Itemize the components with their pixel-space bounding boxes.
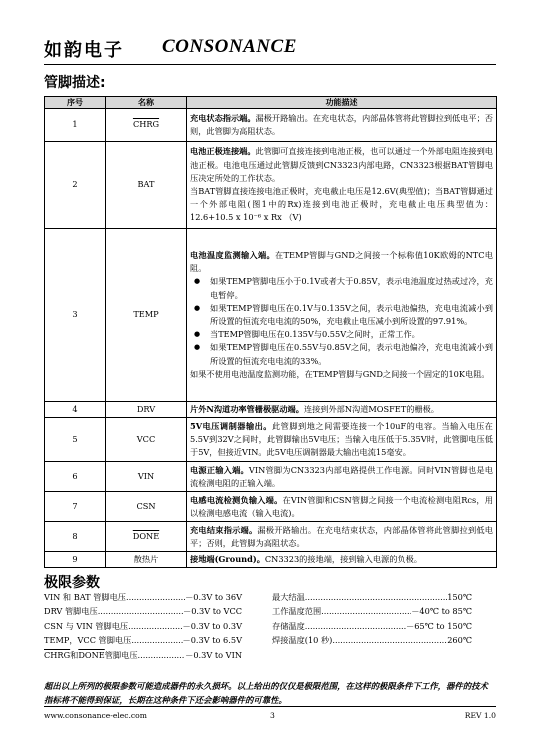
- table-row: [45, 462, 497, 492]
- header-name: 名称: [106, 97, 187, 109]
- page-number: 3: [270, 711, 275, 720]
- limits-right-column: [272, 590, 472, 648]
- revision: REV 1.0: [464, 711, 496, 720]
- table-row: [45, 552, 497, 568]
- pin-description: 电源正输入端。VIN管脚为CN3323内部电路提供工作电源。同时VIN管脚也是电流检测电阻的正输入端。: [187, 462, 497, 492]
- table-row: [45, 109, 497, 142]
- pin-name: DONE: [132, 531, 160, 542]
- warning-note: 超出以上所列的极限参数可能造成器件的永久损坏。以上给出的仅仅是极限范围，在这样的极限条件下工作，器件的技术指标将不能得到保证，长期在这种条件下还会影响器件的可靠性。: [44, 681, 488, 705]
- header-num: 序号: [45, 97, 106, 109]
- pin-description: 5V电压调制器输出。此管脚到地之间需要连接一个10uF的电容。当输入电压在5.5V到32V之间时，此管脚输出5V电压；当输入电压低于5.35V时，此管脚电压低于5V，但接近VIN。此5V电压调制器最大输出电流15毫安。: [187, 418, 497, 462]
- limits-left-column: [44, 590, 242, 662]
- pin-name: 散热片: [106, 552, 187, 568]
- table-row: [45, 418, 497, 462]
- pin-number: 4: [45, 402, 106, 418]
- limit-row: 最大结温 ..... 150℃: [272, 590, 472, 604]
- pin-number: 5: [45, 418, 106, 462]
- pin-name: CSN: [106, 492, 187, 522]
- pin-description: 电感电流检测负输入端。在VIN管脚和CSN管脚之间接一个电流检测电阻Rcs，用以检测电感电流（输入电流)。: [187, 492, 497, 522]
- pin-number: 6: [45, 462, 106, 492]
- limit-row: CSN 与 VIN 管脚电压 ..... －0.3V to 0.3V: [44, 619, 242, 633]
- pin-name: CHRG: [132, 119, 160, 130]
- bullet-item: ● 如果TEMP管脚电压在0.1V与0.135V之间，表示电池偏热，充电电流减小到所设置的恒流充电电流的50%，充电截止电压减小到所设置的97.91%。: [190, 302, 493, 328]
- pin-name: VIN: [106, 462, 187, 492]
- brand-english: CONSONANCE: [162, 36, 297, 57]
- table-row: [45, 492, 497, 522]
- table-row: [45, 522, 497, 552]
- table-row: [45, 402, 497, 418]
- pin-name: TEMP: [106, 229, 187, 402]
- pin-description: 充电结束指示端。漏极开路输出。在充电结束状态，内部晶体管将此管脚拉到低电平；否则，此管脚为高阻状态。: [187, 522, 497, 552]
- pin-description: 接地端(Ground)。CN3323的接地端，接到输入电源的负极。: [187, 552, 497, 568]
- pin-number: 2: [45, 142, 106, 229]
- pin-number: 7: [45, 492, 106, 522]
- bullet-item: ● 如果TEMP管脚电压在0.55V与0.85V之间，表示电池偏冷，充电电流减小到所设置的恒流充电电流的33%。: [190, 341, 493, 367]
- limit-row: CHRG和DONE管脚电压 ..... －0.3V to VIN: [44, 648, 242, 662]
- page-footer: [44, 706, 496, 720]
- pin-number: 3: [45, 229, 106, 402]
- pin-description: 充电状态指示端。漏极开路输出。在充电状态，内部晶体管将此管脚拉到低电平；否则，此管脚为高阻状态。: [187, 109, 497, 142]
- limit-row: 焊接温度(10 秒) ..... 260℃: [272, 633, 472, 647]
- pin-description: 片外N沟道功率管栅极驱动端。连接到外部N沟道MOSFET的栅极。: [187, 402, 497, 418]
- table-row: [45, 142, 497, 229]
- pin-description: 电池温度监测输入端。在TEMP管脚与GND之间接一个标称值10K欧姆的NTC电阻。 ● 如果TEMP管脚电压小于0.1V或者大于0.85V，表示电池温度过热或过冷，充电暂停。 ● 如果TEMP管脚电压在0.1V与0.135V之间，表示电池偏热，充电电流减小到所设置的恒流充电电流的50%，充电截止电压减小到所设置的97.91%。 ● 当TEMP管脚电压在0.135V与0.55V之间时，正常工作。 ● 如果TEMP管脚电压在0.55V与0.85V之间，表示电池偏冷，充电电流减小到所设置的恒流充电电流的33%。 如果不使用电池温度监测功能，在TEMP管脚与GND之间接一个固定的10K电阻。: [187, 229, 497, 402]
- limit-row: TEMP，VCC 管脚电压 ..... －0.3V to 6.5V: [44, 633, 242, 647]
- table-row: [45, 229, 497, 402]
- limit-row: 工作温度范围 ..... －40℃ to 85℃: [272, 604, 472, 618]
- brand-chinese: 如韵电子: [44, 40, 124, 61]
- pin-table: [44, 96, 497, 568]
- pin-name: DRV: [106, 402, 187, 418]
- limits-section-title: 极限参数: [44, 575, 100, 591]
- pin-name: BAT: [106, 142, 187, 229]
- page-header: [44, 34, 496, 65]
- table-header-row: [45, 97, 497, 109]
- footer-url: www.consonance-elec.com: [44, 711, 147, 720]
- pin-number: 8: [45, 522, 106, 552]
- pin-description: 电池正极连接端。此管脚可直接连接到电池正极，也可以通过一个外部电阻连接到电池正极。电池电压通过此管脚反馈到CN3323内部电路，CN3323根据BAT管脚电压决定所处的工作状态。 当BAT管脚直接连接电池正极时，充电截止电压是12.6V(典型值)；当BAT管脚通过一个外部电阻(图1中的Rx)连接到电池正极时，充电截止电压典型值为：12.6+10.5 x 10⁻⁶ x Rx （V): [187, 142, 497, 229]
- pin-number: 9: [45, 552, 106, 568]
- bullet-item: ● 如果TEMP管脚电压小于0.1V或者大于0.85V，表示电池温度过热或过冷，充电暂停。: [190, 275, 493, 301]
- limit-row: 存储温度 ..... －65℃ to 150℃: [272, 619, 472, 633]
- pin-name: VCC: [106, 418, 187, 462]
- limit-row: VIN 和 BAT 管脚电压 ..... －0.3V to 36V: [44, 590, 242, 604]
- header-desc: 功能描述: [187, 97, 497, 109]
- bullet-item: ● 当TEMP管脚电压在0.135V与0.55V之间时，正常工作。: [190, 328, 493, 341]
- pin-section-title: 管脚描述:: [44, 75, 106, 91]
- limit-row: DRV 管脚电压 ..... －0.3V to VCC: [44, 604, 242, 618]
- pin-number: 1: [45, 109, 106, 142]
